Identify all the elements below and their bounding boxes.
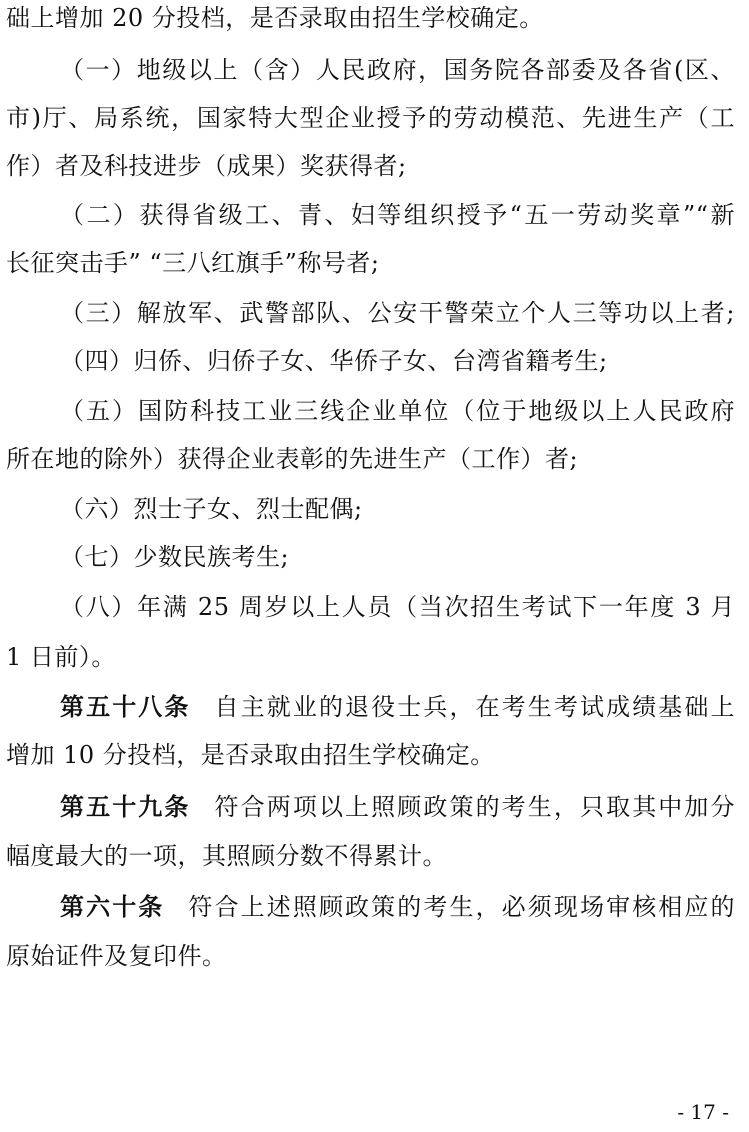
text-line: （一）地级以上（含）人民政府，国务院各部委及各省(区、 — [60, 56, 735, 84]
text-line: （三）解放军、武警部队、公安干警荣立个人三等功以上者; — [60, 299, 735, 327]
article-60-text: 符合上述照顾政策的考生，必须现场审核相应的 — [188, 893, 735, 921]
article-60-title: 第六十条 — [60, 893, 165, 921]
text-line: 原始证件及复印件。 — [6, 942, 227, 970]
article-58 — [60, 692, 735, 722]
text-line: 础上增加 20 分投档，是否录取由招生学校确定。 — [6, 4, 544, 32]
text-line: （七）少数民族考生; — [60, 543, 290, 571]
article-58-text: 自主就业的退役士兵，在考生考试成绩基础上 — [214, 693, 735, 721]
article-59-title: 第五十九条 — [60, 793, 191, 821]
text-line: 市)厅、局系统，国家特大型企业授予的劳动模范、先进生产（工 — [6, 104, 735, 132]
text-line: 增加 10 分投档，是否录取由招生学校确定。 — [6, 741, 495, 769]
text-line: （二）获得省级工、青、妇等组织授予“五一劳动奖章”“新 — [60, 201, 735, 229]
page-number: - 17 - — [677, 1100, 729, 1124]
text-line: 幅度最大的一项，其照顾分数不得累计。 — [6, 842, 447, 870]
text-line: （五）国防科技工业三线企业单位（位于地级以上人民政府 — [60, 397, 735, 425]
article-58-title: 第五十八条 — [60, 693, 191, 721]
article-59-text: 符合两项以上照顾政策的考生，只取其中加分 — [214, 793, 735, 821]
article-59 — [60, 792, 735, 822]
text-line: （四）归侨、归侨子女、华侨子女、台湾省籍考生; — [60, 347, 608, 375]
text-line: （八）年满 25 周岁以上人员（当次招生考试下一年度 3 月 — [60, 593, 735, 621]
text-line: 作）者及科技进步（成果）奖获得者; — [6, 152, 407, 180]
text-line: 1 日前）。 — [6, 643, 116, 671]
article-60 — [60, 892, 735, 922]
text-line: 长征突击手” “三八红旗手”称号者; — [6, 249, 380, 277]
text-line: （六）烈士子女、烈士配偶; — [60, 495, 363, 523]
text-line: 所在地的除外）获得企业表彰的先进生产（工作）者; — [6, 445, 579, 473]
